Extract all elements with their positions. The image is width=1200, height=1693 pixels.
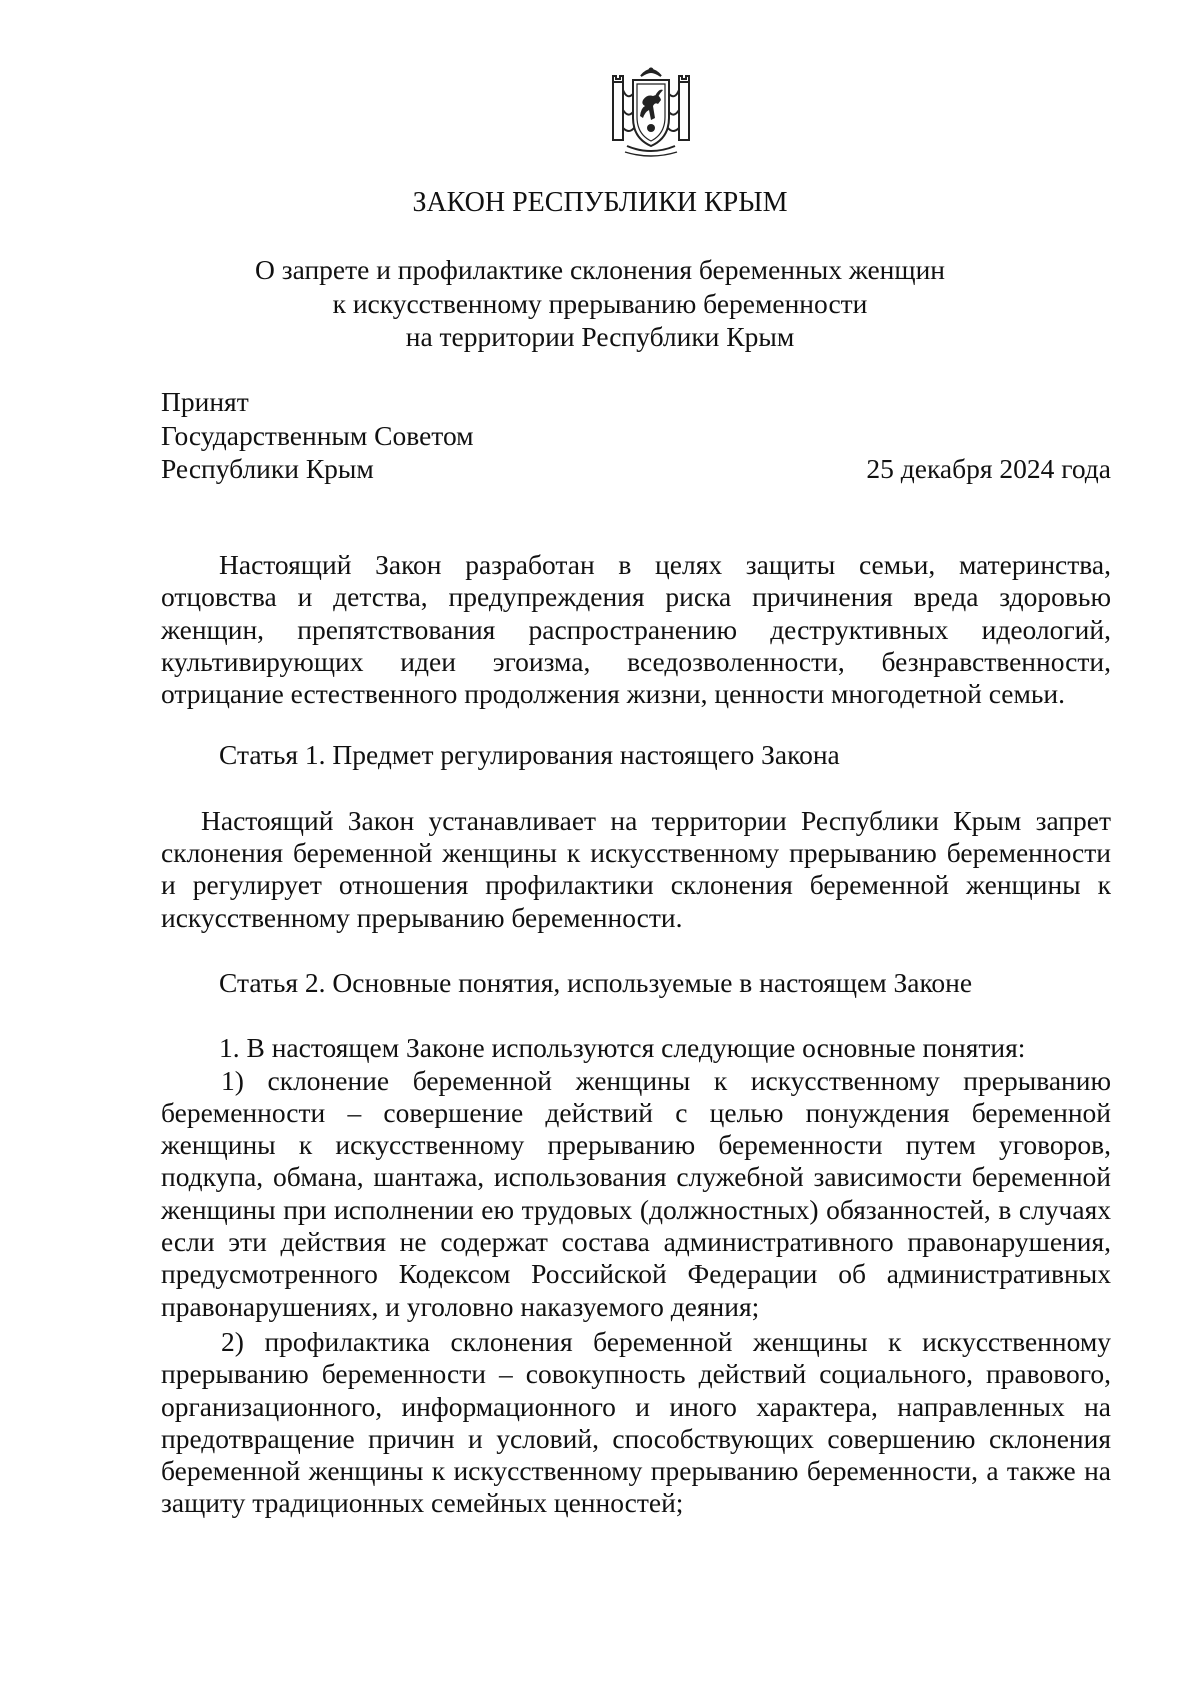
article-1-heading: Статья 1. Предмет регулирования настоящего Закона — [219, 739, 840, 771]
preamble-paragraph: Настоящий Закон разработан в целях защиты семьи, материнства, отцовства и детства, предупреждения риска причинения вреда здоровью женщин, препятствования распространению деструктивных идеологий, культивирующих идеи эгоизма, вседозволенности, безнравственности, отрицание естественного продолжения жизни, ценности многодетной семьи. — [161, 549, 1111, 710]
adopted-line: Государственным Советом — [161, 419, 474, 451]
coat-of-arms-of-crimea-icon — [603, 60, 699, 160]
adopted-line: Принят — [161, 386, 249, 417]
document-body — [161, 549, 1111, 1520]
definition-item: 1) склонение беременной женщины к искусственному прерыванию беременности – совершение действий с целью понуждения беременной женщины к искусственному прерыванию беременности путем уговоров, подкупа, обмана, шантажа, использования служебной зависимости беременной женщины при исполнении ею трудовых (должностных) обязанностей, в случаях если эти действия не содержат состава административного правонарушения, предусмотренного Кодексом Российской Федерации об административных правонарушениях, и уголовно наказуемого деяния; — [161, 1064, 1111, 1322]
adopted-line: Республики Крым — [161, 453, 374, 484]
subtitle-line: О запрете и профилактике склонения беременных женщин — [255, 254, 945, 285]
adopted-by-block — [161, 385, 474, 486]
subtitle-line: к искусственному прерыванию беременности — [332, 287, 868, 319]
document-title: ЗАКОН РЕСПУБЛИКИ КРЫМ — [412, 187, 788, 218]
article-2-heading: Статья 2. Основные понятия, используемые в настоящем Законе — [219, 966, 973, 998]
document-subtitle — [0, 253, 1200, 354]
definition-item: 2) профилактика склонения беременной женщины к искусственному прерыванию беременности – совокупность действий социального, правового, организационного, информационного и иного характера, направленных на предотвращение причин и условий, способствующих совершению склонения беременной женщины к искусственному прерыванию беременности, а также на защиту традиционных семейных ценностей; — [161, 1325, 1111, 1519]
article-2-intro: 1. В настоящем Законе используются следующие основные понятия: — [219, 1032, 1026, 1064]
article-1-text: Настоящий Закон устанавливает на территории Республики Крым запрет склонения беременной женщины к искусственному прерыванию беременности и регулирует отношения профилактики склонения беременной женщины к искусственному прерыванию беременности. — [161, 804, 1111, 933]
subtitle-line: на территории Республики Крым — [405, 321, 795, 352]
adoption-date: 25 декабря 2024 года — [866, 453, 1111, 484]
